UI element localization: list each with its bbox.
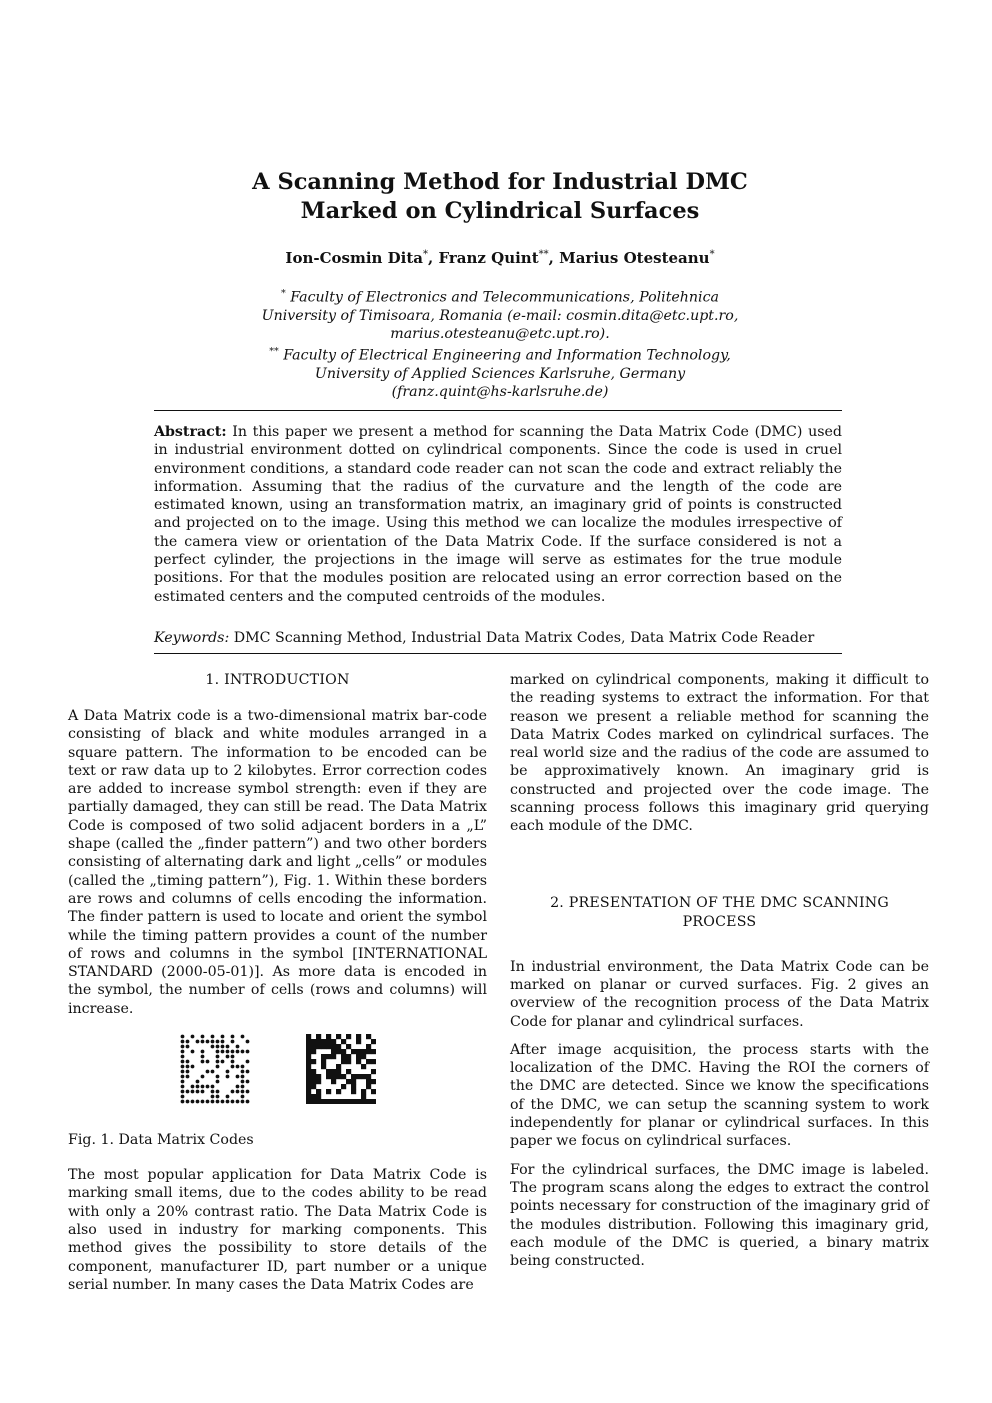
- abstract-text: In this paper we present a method for scanning the Data Matrix Code (DMC) used in industrial environment dotted on cylindrical components. Since the code is used in cruel environment conditions, a standard code reader can not scan the code and extract reliably the information. Assuming that the radius of the curvature and the length of the code are estimated known, using an transformation matrix, an imaginary grid of points is constructed and projected on to the image. Using this method we can localize the modules irrespective of the camera view or orientation of the Data Matrix Code. If the surface considered is not a perfect cylinder, the projections in the image will serve as estimates for the true module positions. For that the modules position are relocated using an error correction based on the estimated centers and the computed centroids of the modules.: [154, 424, 842, 605]
- left-column: [68, 671, 487, 1294]
- author-mark: *: [423, 249, 429, 260]
- title-line-2: Marked on Cylindrical Surfaces: [300, 198, 700, 224]
- abstract-bottom-rule: [154, 653, 842, 654]
- keywords-text: DMC Scanning Method, Industrial Data Matrix Codes, Data Matrix Code Reader: [233, 630, 815, 646]
- author-mark: *: [709, 249, 715, 260]
- affiliation-text: marius.otesteanu@etc.upt.ro).: [390, 326, 610, 343]
- affiliation-text: University of Applied Sciences Karlsruhe, Germany: [314, 366, 686, 383]
- paragraph: After image acquisition, the process starts with the localization of the DMC. Having the ROI the corners of the DMC are detected. Since we know the specifications of the DMC, we can setup the scanning system to work independently for planar or cylindrical surfaces. In this paper we focus on cylindrical surfaces.: [510, 1041, 929, 1150]
- affiliation-text: Faculty of Electronics and Telecommunications, Politehnica: [290, 289, 720, 306]
- right-column: [510, 671, 929, 1270]
- paragraph: In industrial environment, the Data Matrix Code can be marked on planar or curved surfaces. Fig. 2 gives an overview of the recognition process of the Data Matrix Code for planar and cylindrical surfaces.: [510, 958, 929, 1030]
- affiliation-text: (franz.quint@hs-karlsruhe.de): [391, 384, 609, 401]
- affiliation-text: University of Timisoara, Romania (e-mail: cosmin.dita@etc.upt.ro,: [261, 307, 739, 324]
- paragraph: A Data Matrix code is a two-dimensional matrix bar-code consisting of black and white modules arranged in a square pattern. The information to be encoded can be text or raw data up to 2 kilobytes. Error correction codes are added to increase symbol strength: even if they are partially damaged, they can still be read. The Data Matrix Code is composed of two solid adjacent borders in a „L” shape (called the „finder pattern”) and two other borders consisting of alternating dark and light „cells” or modules (called the „timing pattern”), Fig. 1. Within these borders are rows and columns of cells encoding the information. The finder pattern is used to locate and orient the symbol while the timing pattern provides a count of the number of rows and columns in the symbol [INTERNATIONAL STANDARD (2000-05-01)]. As more data is encoded in the symbol, the number of cells (rows and columns) will increase.: [68, 708, 487, 1017]
- affiliation-line: [180, 325, 820, 343]
- abstract-top-rule: [154, 410, 842, 411]
- section-heading: 1. INTRODUCTION: [205, 672, 350, 688]
- keywords-label: Keywords:: [154, 630, 230, 646]
- affiliation-text: Faculty of Electrical Engineering and Information Technology,: [283, 348, 731, 365]
- author-name: Marius Otesteanu: [559, 249, 710, 267]
- affiliation-line: [180, 307, 820, 325]
- paragraph: For the cylindrical surfaces, the DMC image is labeled. The program scans along the edges to extract the control points necessary for construction of the imaginary grid of the modules distribution. Following this imaginary grid, each module of the DMC is queried, a binary matrix being constructed.: [510, 1161, 929, 1270]
- title-line-1: A Scanning Method for Industrial DMC: [252, 169, 748, 195]
- affiliation-line: [180, 285, 820, 307]
- author-name: Franz Quint: [438, 249, 539, 267]
- paragraph: marked on cylindrical components, making it difficult to the reading systems to extract the information. For that reason we present a reliable method for scanning the Data Matrix Codes marked on cylindrical surfaces. The real world size and the radius of the code are assumed to be approximatively known. An imaginary grid is constructed and projected over the code image. The scanning process follows this imaginary grid querying each module of the DMC.: [510, 672, 929, 835]
- section-heading: [510, 894, 929, 932]
- affiliations: [180, 285, 820, 402]
- affiliation-mark: *: [280, 288, 286, 299]
- abstract: [154, 423, 842, 606]
- figure-caption: Fig. 1. Data Matrix Codes: [68, 1132, 254, 1149]
- author-list: Ion-Cosmin Dita*, Franz Quint**, Marius Otesteanu*: [285, 249, 715, 267]
- figure-1: [68, 1022, 487, 1126]
- paragraph: The most popular application for Data Matrix Code is marking small items, due to the codes ability to be read with only a 20% contrast ratio. The Data Matrix Code is also used in industry for marking components. This method gives the possibility to store details of the component, manufacturer ID, part number or a unique serial number. In many cases the Data Matrix Codes are: [68, 1167, 487, 1293]
- data-matrix-dotted-image: [180, 1034, 250, 1104]
- affiliation-line: [180, 383, 820, 401]
- section-heading-line: PROCESS: [682, 913, 757, 930]
- affiliation-mark: **: [269, 346, 279, 358]
- paper-title: [150, 168, 850, 226]
- author-name: Ion-Cosmin Dita: [285, 249, 424, 267]
- affiliation-line: [180, 365, 820, 383]
- section-heading-line: 2. PRESENTATION OF THE DMC SCANNING: [550, 894, 889, 911]
- abstract-label: Abstract:: [154, 424, 227, 440]
- data-matrix-printed-image: [306, 1034, 376, 1104]
- affiliation-line: [180, 343, 820, 365]
- author-mark: **: [538, 249, 549, 260]
- keywords: [154, 629, 842, 647]
